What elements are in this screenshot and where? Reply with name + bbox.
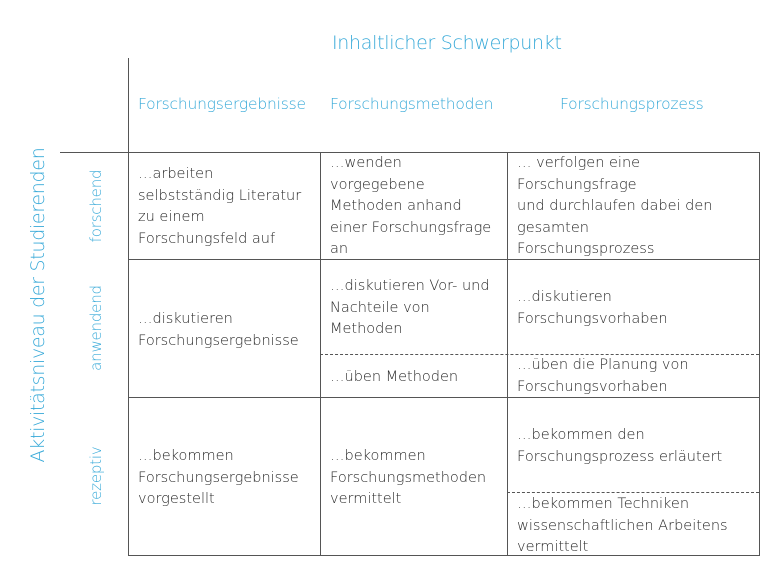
cell-line: Nachteile von	[330, 299, 430, 316]
cell-line: Forschungsergebnisse	[138, 469, 299, 486]
cell-line: … verfolgen eine	[517, 155, 641, 171]
row-label-rezeptiv: rezeptiv	[87, 446, 105, 506]
cell-rezeptiv-methoden	[330, 446, 486, 511]
cell-line: …diskutieren Vor- und	[330, 278, 490, 294]
cell-line: Methoden anhand	[330, 198, 462, 214]
cell-line: …bekommen	[330, 448, 426, 464]
cell-line: Forschungsfrage	[517, 176, 637, 193]
cell-forschend-methoden	[330, 153, 491, 261]
cell-line: …diskutieren	[517, 289, 612, 305]
dashed-divider-rezeptiv	[507, 492, 759, 493]
cell-line: vorgegebene	[330, 176, 425, 193]
cell-line: an	[330, 241, 349, 257]
cell-line: Forschungsergebnisse	[138, 332, 299, 349]
cell-line: …bekommen Techniken	[517, 496, 690, 512]
column-header-ergebnisse: Forschungsergebnisse	[138, 95, 306, 113]
cell-forschend-ergebnisse	[138, 164, 301, 250]
cell-line: vermittelt	[517, 539, 589, 555]
column-header-prozess: Forschungsprozess	[560, 95, 704, 113]
cell-line: Forschungsvorhaben	[517, 310, 668, 327]
cell-line: …bekommen den	[517, 427, 645, 443]
cell-anwendend-methoden-ueben	[330, 367, 458, 389]
cell-line: wissenschaftlichen Arbeitens	[517, 517, 728, 534]
row-axis-title: Aktivitätsniveau der Studierenden	[27, 147, 49, 463]
cell-line: Forschungsprozess erläutert	[517, 448, 723, 465]
cell-forschend-prozess	[517, 153, 713, 261]
cell-anwendend-prozess-diskutieren	[517, 287, 668, 330]
cell-line: und durchlaufen dabei den	[517, 198, 713, 214]
cell-line: …arbeiten	[138, 166, 214, 182]
grid-left-border	[128, 58, 129, 555]
cell-line: …wenden	[330, 155, 402, 171]
cell-line: …bekommen	[138, 448, 234, 464]
cell-line: Forschungsfeld auf	[138, 230, 276, 247]
cell-line: vermittelt	[330, 491, 402, 507]
cell-line: …üben Methoden	[330, 369, 459, 385]
cell-rezeptiv-prozess-techniken	[517, 494, 728, 559]
cell-line: …diskutieren	[138, 311, 233, 327]
cell-line: vorgestellt	[138, 491, 215, 507]
cell-line: zu einem	[138, 209, 205, 225]
cell-anwendend-ergebnisse	[138, 309, 299, 352]
cell-line: Methoden	[330, 321, 403, 337]
cell-line: selbstständig Literatur	[138, 187, 302, 204]
cell-line: gesamten	[517, 219, 589, 236]
column-header-methoden: Forschungsmethoden	[330, 95, 494, 113]
cell-line: Forschungsmethoden	[330, 469, 487, 486]
cell-line: …üben die Planung von	[517, 357, 689, 373]
row-label-forschend: forschend	[87, 169, 105, 243]
grid-right-border	[759, 152, 760, 555]
cell-line: Forschungsvorhaben	[517, 378, 668, 395]
row-label-anwendend: anwendend	[87, 285, 105, 371]
cell-anwendend-prozess-ueben	[517, 355, 689, 398]
cell-line: Forschungsprozess	[517, 241, 655, 257]
cell-line: einer Forschungsfrage	[330, 219, 492, 236]
cell-rezeptiv-ergebnisse	[138, 446, 299, 511]
cell-rezeptiv-prozess-erlaeutert	[517, 425, 722, 468]
cell-anwendend-methoden-diskutieren	[330, 276, 490, 341]
column-axis-title: Inhaltlicher Schwerpunkt	[332, 32, 562, 54]
